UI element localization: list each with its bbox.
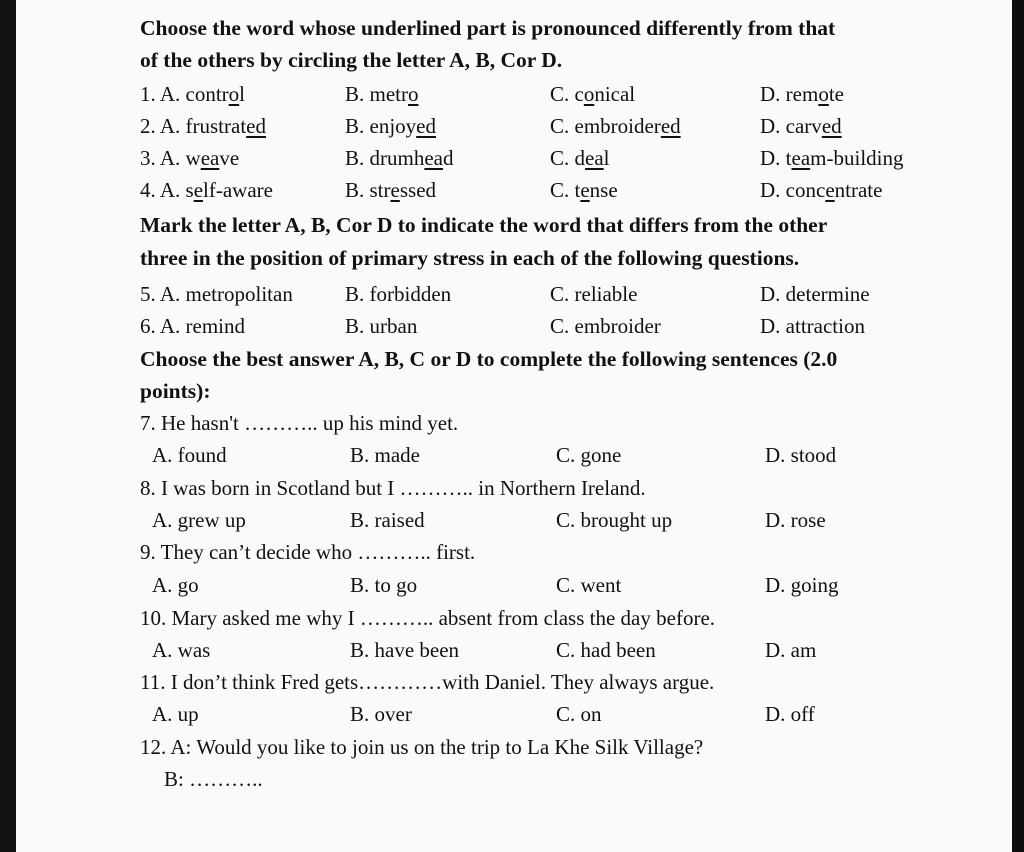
q6-option-b[interactable]: B. urban — [345, 314, 418, 338]
q10-option-d[interactable]: D. am — [765, 638, 817, 662]
q11-option-b[interactable]: B. over — [350, 702, 412, 726]
q9-option-c[interactable]: C. went — [556, 573, 622, 597]
q10-option-c[interactable]: C. had been — [556, 638, 656, 662]
q7-option-d[interactable]: D. stood — [765, 443, 837, 467]
q3-option-a[interactable]: 3. A. weave — [140, 146, 240, 170]
q3-option-d[interactable]: D. team-building — [760, 146, 904, 170]
q7-option-b[interactable]: B. made — [350, 443, 420, 467]
question-8-options — [140, 506, 970, 534]
q7-option-a[interactable]: A. found — [152, 443, 227, 467]
q6-option-c[interactable]: C. embroider — [550, 314, 661, 338]
question-9-options — [140, 571, 970, 599]
section2-heading-line1: Mark the letter A, B, Cor D to indicate the word that differs from the other — [140, 213, 828, 237]
q3-option-b[interactable]: B. drumhead — [345, 146, 454, 170]
q11-option-a[interactable]: A. up — [152, 702, 199, 726]
section3-heading-line2: points): — [140, 379, 211, 403]
q2-option-a[interactable]: 2. A. frustrated — [140, 114, 266, 138]
question-12-reply[interactable]: B: ……….. — [164, 767, 263, 791]
question-11-stem: 11. I don’t think Fred gets…………with Daniel. They always argue. — [140, 670, 715, 694]
question-12-stem: 12. A: Would you like to join us on the trip to La Khe Silk Village? — [140, 735, 704, 759]
question-3-row — [140, 144, 970, 172]
q11-option-c[interactable]: C. on — [556, 702, 602, 726]
q4-option-a[interactable]: 4. A. self-aware — [140, 178, 273, 202]
q4-option-d[interactable]: D. concentrate — [760, 178, 883, 202]
question-10-stem: 10. Mary asked me why I ……….. absent from class the day before. — [140, 606, 716, 630]
q1-option-a[interactable]: 1. A. control — [140, 82, 245, 106]
q5-option-b[interactable]: B. forbidden — [345, 282, 452, 306]
q2-option-c[interactable]: C. embroidered — [550, 114, 681, 138]
q9-option-d[interactable]: D. going — [765, 573, 839, 597]
q1-option-d[interactable]: D. remote — [760, 82, 844, 106]
q5-option-d[interactable]: D. determine — [760, 282, 870, 306]
question-4-row — [140, 176, 970, 204]
q1-option-c[interactable]: C. conical — [550, 82, 636, 106]
q9-option-a[interactable]: A. go — [152, 573, 199, 597]
q9-option-b[interactable]: B. to go — [350, 573, 418, 597]
q5-option-c[interactable]: C. reliable — [550, 282, 638, 306]
q1-option-b[interactable]: B. metro — [345, 82, 419, 106]
question-7-options — [140, 441, 970, 469]
question-8-stem: 8. I was born in Scotland but I ……….. in Northern Ireland. — [140, 476, 646, 500]
q11-option-d[interactable]: D. off — [765, 702, 815, 726]
q7-option-c[interactable]: C. gone — [556, 443, 622, 467]
q6-option-a[interactable]: 6. A. remind — [140, 314, 245, 338]
q10-option-a[interactable]: A. was — [152, 638, 211, 662]
question-9-stem: 9. They can’t decide who ……….. first. — [140, 540, 476, 564]
q6-option-d[interactable]: D. attraction — [760, 314, 865, 338]
question-10-options — [140, 636, 970, 664]
q4-option-c[interactable]: C. tense — [550, 178, 618, 202]
question-1-row — [140, 80, 970, 108]
question-11-options — [140, 700, 970, 728]
q4-option-b[interactable]: B. stressed — [345, 178, 437, 202]
section3-heading-line1: Choose the best answer A, B, C or D to complete the following sentences (2.0 — [140, 347, 838, 371]
q8-option-a[interactable]: A. grew up — [152, 508, 246, 532]
question-2-row — [140, 112, 970, 140]
q8-option-d[interactable]: D. rose — [765, 508, 826, 532]
section2-heading-line2: three in the position of primary stress in each of the following questions. — [140, 246, 800, 270]
right-dark-edge — [1012, 0, 1024, 852]
question-5-row — [140, 280, 970, 308]
section1-heading-line1: Choose the word whose underlined part is pronounced differently from that — [140, 16, 836, 40]
section1-heading-line2: of the others by circling the letter A, B, Cor D. — [140, 48, 563, 72]
q8-option-b[interactable]: B. raised — [350, 508, 425, 532]
q5-option-a[interactable]: 5. A. metropolitan — [140, 282, 293, 306]
q10-option-b[interactable]: B. have been — [350, 638, 460, 662]
q8-option-c[interactable]: C. brought up — [556, 508, 673, 532]
left-dark-edge — [0, 0, 16, 852]
q3-option-c[interactable]: C. deal — [550, 146, 610, 170]
question-6-row — [140, 312, 970, 340]
q2-option-b[interactable]: B. enjoyed — [345, 114, 436, 138]
question-7-stem: 7. He hasn't ……….. up his mind yet. — [140, 411, 459, 435]
q2-option-d[interactable]: D. carved — [760, 114, 842, 138]
